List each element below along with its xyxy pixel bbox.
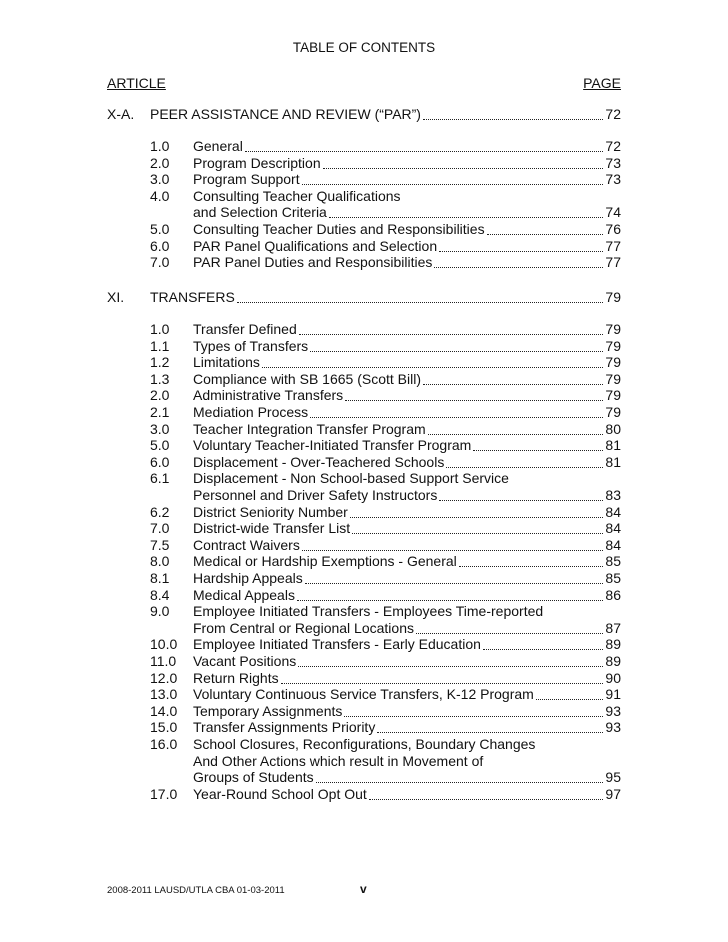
article-number: X-A.: [107, 106, 135, 122]
section-title: Groups of Students: [193, 769, 314, 786]
section-page-number: 72: [605, 138, 621, 154]
section-page-number: 95: [605, 769, 621, 786]
section-number: 7.5: [150, 536, 170, 553]
section-title: Teacher Integration Transfer Program: [193, 420, 426, 437]
toc-entry: [150, 487, 621, 504]
section-number: 1.0: [150, 138, 170, 154]
dot-leader: [483, 649, 604, 650]
toc-entry: [150, 736, 621, 753]
section-title: Personnel and Driver Safety Instructors: [193, 487, 438, 503]
section-number: 6.0: [150, 453, 170, 470]
toc-entry: [150, 338, 621, 355]
section-page-number: 84: [605, 536, 621, 553]
section-page-number: 97: [605, 785, 621, 802]
dot-leader: [369, 799, 604, 800]
section-number: 5.0: [150, 221, 170, 237]
section-page-number: 87: [605, 619, 621, 636]
section-page-number: 85: [605, 553, 621, 570]
section-title: Voluntary Continuous Service Transfers, K-12 Program: [193, 686, 534, 703]
toc-entry: [150, 321, 621, 338]
section-number: 8.0: [150, 553, 170, 570]
toc-entry: [150, 520, 621, 537]
dot-leader: [439, 500, 603, 501]
section-page-number: 79: [605, 337, 621, 354]
section-number: 1.2: [150, 354, 170, 371]
dot-leader: [323, 168, 604, 169]
toc-entry: [150, 171, 621, 188]
section-page-number: 93: [605, 719, 621, 736]
section-title: Limitations: [193, 354, 260, 371]
toc-entry: [150, 504, 621, 521]
section-page-number: 93: [605, 702, 621, 719]
dot-leader: [423, 119, 603, 120]
section-page-number: 79: [605, 354, 621, 371]
section-page-number: 77: [605, 237, 621, 254]
section-title: Consulting Teacher Qualifications: [193, 187, 401, 204]
dot-leader: [344, 716, 603, 717]
dot-leader: [245, 151, 604, 152]
dot-leader: [536, 699, 604, 700]
article-title: TRANSFERS: [150, 289, 235, 305]
section-title: Administrative Transfers: [193, 387, 344, 404]
toc-entry: [150, 753, 621, 770]
section-title: And Other Actions which result in Movement of: [193, 752, 484, 769]
section-number: 8.1: [150, 570, 170, 586]
toc-entry: [150, 138, 621, 155]
dot-leader: [487, 234, 604, 235]
article-heading: [107, 288, 621, 306]
dot-leader: [299, 334, 604, 335]
section-page-number: 85: [605, 570, 621, 586]
toc-entry: [150, 686, 621, 703]
section-title: PAR Panel Qualifications and Selection: [193, 237, 438, 254]
section-number: 6.0: [150, 237, 170, 254]
toc-entry: [150, 587, 621, 604]
section-number: 8.4: [150, 586, 170, 603]
toc-entry: [150, 553, 621, 570]
dot-leader: [416, 633, 603, 634]
section-title: General: [193, 138, 243, 154]
toc-entry: [150, 404, 621, 421]
toc-entry: [150, 454, 621, 471]
section-title: Vacant Positions: [193, 653, 297, 669]
dot-leader: [281, 683, 604, 684]
dot-leader: [352, 533, 603, 534]
toc-entry: [150, 354, 621, 371]
dot-leader: [297, 600, 603, 601]
section-page-number: 89: [605, 636, 621, 653]
dot-leader: [423, 384, 603, 385]
toc-entry: [150, 437, 621, 454]
section-number: 15.0: [150, 719, 178, 736]
section-title: Year-Round School Opt Out: [193, 785, 367, 802]
section-number: 11.0: [150, 653, 177, 669]
toc-entry: [150, 769, 621, 786]
section-number: 5.0: [150, 437, 170, 454]
dot-leader: [237, 302, 604, 303]
article-heading: [107, 105, 621, 123]
dot-leader: [302, 550, 604, 551]
section-number: 3.0: [150, 420, 170, 437]
toc-entry: [150, 470, 621, 487]
section-page-number: 84: [605, 520, 621, 537]
dot-leader: [446, 467, 603, 468]
dot-leader: [302, 184, 604, 185]
toc-entry: [150, 371, 621, 388]
toc-entry: [150, 238, 621, 255]
section-number: 1.0: [150, 321, 170, 337]
section-title: Consulting Teacher Duties and Responsibilities: [193, 221, 485, 237]
section-number: 2.0: [150, 154, 170, 171]
section-page-number: 89: [605, 653, 621, 669]
toc-entry: [150, 204, 621, 221]
toc-entry: [150, 653, 621, 670]
article-column-header: ARTICLE: [107, 75, 166, 91]
dot-leader: [262, 367, 604, 368]
section-title: Program Support: [193, 171, 300, 188]
section-title: Types of Transfers: [193, 337, 309, 354]
section-number: 2.1: [150, 404, 170, 420]
toc-entry: [150, 670, 621, 687]
section-page-number: 73: [605, 154, 621, 171]
section-number: 10.0: [150, 636, 178, 653]
section-page-number: 80: [605, 420, 621, 437]
section-page-number: 76: [605, 221, 621, 237]
section-title: Displacement - Non School-based Support Service: [193, 470, 509, 487]
section-page-number: 79: [605, 370, 621, 387]
toc-entry: [150, 603, 621, 620]
dot-leader: [434, 267, 603, 268]
toc-entry: [150, 786, 621, 803]
section-page-number: 91: [605, 686, 621, 703]
section-title: Mediation Process: [193, 404, 309, 420]
section-number: 7.0: [150, 520, 170, 537]
section-title: Compliance with SB 1665 (Scott Bill): [193, 370, 421, 387]
section-page-number: 79: [605, 387, 621, 404]
toc-entry: [150, 703, 621, 720]
toc-entry: [150, 221, 621, 238]
section-number: 3.0: [150, 171, 170, 188]
section-number: 6.1: [150, 470, 170, 487]
section-number: 4.0: [150, 187, 170, 204]
dot-leader: [428, 434, 604, 435]
dot-leader: [439, 251, 603, 252]
section-page-number: 77: [605, 254, 621, 271]
section-page-number: 84: [605, 503, 621, 520]
section-number: 14.0: [150, 702, 178, 719]
section-page-number: 81: [605, 437, 621, 454]
dot-leader: [310, 351, 603, 352]
section-title: Transfer Defined: [193, 321, 297, 337]
section-page-number: 74: [605, 204, 621, 221]
section-title: Employee Initiated Transfers - Early Education: [193, 636, 481, 653]
section-number: 1.1: [150, 337, 170, 354]
section-page-number: 79: [605, 321, 621, 337]
toc-entry: [150, 387, 621, 404]
section-title: Contract Waivers: [193, 536, 300, 553]
section-number: 12.0: [150, 669, 178, 686]
section-title: District Seniority Number: [193, 503, 348, 520]
section-number: 7.0: [150, 254, 170, 271]
dot-leader: [377, 732, 603, 733]
section-number: 17.0: [150, 785, 178, 802]
toc-entry: [150, 719, 621, 736]
section-title: Return Rights: [193, 669, 279, 686]
section-title: Program Description: [193, 154, 321, 171]
dot-leader: [350, 517, 604, 518]
section-title: PAR Panel Duties and Responsibilities: [193, 254, 433, 271]
section-number: 6.2: [150, 503, 170, 520]
dot-leader: [310, 417, 603, 418]
section-title: School Closures, Reconfigurations, Boundary Changes: [193, 736, 536, 752]
section-title: and Selection Criteria: [193, 204, 327, 221]
toc-entry: [150, 570, 621, 587]
section-title: Displacement - Over-Teachered Schools: [193, 453, 445, 470]
section-page-number: 73: [605, 171, 621, 188]
dot-leader: [473, 450, 603, 451]
section-title: Voluntary Teacher-Initiated Transfer Program: [193, 437, 472, 454]
footer-page-number: v: [360, 882, 367, 896]
section-title: Transfer Assignments Priority: [193, 719, 376, 736]
dot-leader: [459, 566, 604, 567]
section-page-number: 90: [605, 669, 621, 686]
section-page-number: 86: [605, 586, 621, 603]
dot-leader: [345, 400, 603, 401]
toc-entry: [150, 155, 621, 172]
section-title: Employee Initiated Transfers - Employees Time-reported: [193, 603, 544, 620]
section-number: 9.0: [150, 603, 170, 620]
article-page-number: 72: [605, 106, 621, 122]
section-title: Hardship Appeals: [193, 570, 303, 586]
dot-leader: [305, 583, 604, 584]
article-number: XI.: [107, 289, 125, 305]
section-page-number: 79: [605, 404, 621, 420]
toc-entry: [150, 636, 621, 653]
section-title: Medical or Hardship Exemptions - General: [193, 553, 457, 570]
section-title: Medical Appeals: [193, 586, 295, 603]
page-column-header: PAGE: [583, 75, 621, 91]
section-number: 1.3: [150, 370, 170, 387]
section-page-number: 81: [605, 453, 621, 470]
section-title: From Central or Regional Locations: [193, 619, 414, 636]
dot-leader: [329, 217, 604, 218]
section-title: Temporary Assignments: [193, 702, 343, 719]
toc-entry: [150, 188, 621, 205]
section-number: 13.0: [150, 686, 178, 703]
article-page-number: 79: [605, 289, 621, 305]
section-page-number: 83: [605, 487, 621, 503]
article-title: PEER ASSISTANCE AND REVIEW (“PAR”): [150, 106, 421, 122]
toc-entry: [150, 254, 621, 271]
section-number: 16.0: [150, 736, 178, 752]
toc-entry: [150, 537, 621, 554]
dot-leader: [316, 782, 604, 783]
page-title: TABLE OF CONTENTS: [292, 40, 436, 55]
toc-entry: [150, 421, 621, 438]
section-title: District-wide Transfer List: [193, 520, 351, 537]
dot-leader: [298, 666, 603, 667]
footer-document-id: 2008-2011 LAUSD/UTLA CBA 01-03-2011: [107, 885, 285, 896]
toc-entry: [150, 620, 621, 637]
section-number: 2.0: [150, 387, 170, 404]
